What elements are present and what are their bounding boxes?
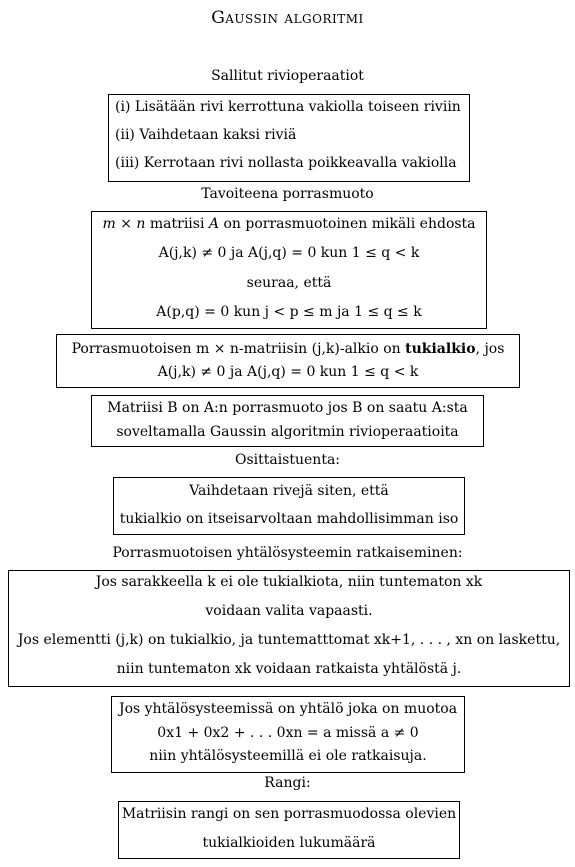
no-solution-box [111,696,465,773]
echelon-form-box [91,395,484,447]
rank-heading: Rangi: [264,775,311,791]
allowed-operations-box [108,94,470,182]
echelon-form-line: soveltamalla Gaussin algoritmin rivioperaatioita [116,424,459,440]
echelon-definition-line: seuraa, että [246,275,332,291]
solving-line: niin tuntematon xk voidaan ratkaista yhtälöstä j. [116,661,462,677]
operation-item: (i) Lisätään rivi kerrottuna vakiolla toiseen riviin [115,99,461,115]
partial-pivoting-heading: Osittaistuenta: [234,452,341,468]
partial-pivoting-box [113,477,465,535]
solving-line: Jos sarakkeella k ei ole tukialkiota, niin tuntematon xk [95,574,483,590]
echelon-form-line: Matriisi B on A:n porrasmuoto jos B on saatu A:sta [107,400,468,416]
operation-item: (ii) Vaihdetaan kaksi riviä [115,127,297,143]
rank-line: Matriisin rangi on sen porrasmuodossa olevien [121,806,457,822]
echelon-consequence: A(p,q) = 0 kun j < p ≤ m ja 1 ≤ q ≤ k [156,304,422,320]
allowed-operations-heading: Sallitut rivioperaatiot [211,68,364,84]
partial-pivoting-line: tukialkio on itseisarvoltaan mahdollisimman iso [119,511,459,527]
page-title: Gaussin algoritmi [211,8,364,28]
echelon-definition-box [91,211,487,329]
no-solution-line: Jos yhtälösysteemissä on yhtälö joka on muotoa [118,701,458,717]
solving-heading: Porrasmuotoisen yhtälösysteemin ratkaiseminen: [112,545,463,561]
pivot-definition-box [56,334,520,388]
echelon-condition: A(j,k) ≠ 0 ja A(j,q) = 0 kun 1 ≤ q < k [158,245,420,261]
rank-line: tukialkioiden lukumäärä [202,835,376,851]
pivot-condition: A(j,k) ≠ 0 ja A(j,q) = 0 kun 1 ≤ q < k [157,364,419,380]
no-solution-line: niin yhtälösysteemillä ei ole ratkaisuja. [149,748,427,764]
echelon-definition-line: m × n matriisi A on porrasmuotoinen mikäli ehdosta [102,216,476,232]
rank-box [118,801,460,859]
partial-pivoting-line: Vaihdetaan rivejä siten, että [189,483,389,499]
solving-box [8,570,570,687]
operation-item: (iii) Kerrotaan rivi nollasta poikkeavalla vakiolla [115,155,457,171]
no-solution-equation: 0x1 + 0x2 + . . . 0xn = a missä a ≠ 0 [157,725,419,741]
goal-heading: Tavoiteena porrasmuoto [201,186,374,202]
pivot-term: tukialkio [405,341,476,357]
solving-line: voidaan valita vapaasti. [205,603,373,619]
pivot-definition-line: Porrasmuotoisen m × n-matriisin (j,k)-alkio on tukialkio, jos [71,341,505,357]
solving-line: Jos elementti (j,k) on tukialkio, ja tuntematttomat xk+1, . . . , xn on laskettu, [17,632,561,648]
